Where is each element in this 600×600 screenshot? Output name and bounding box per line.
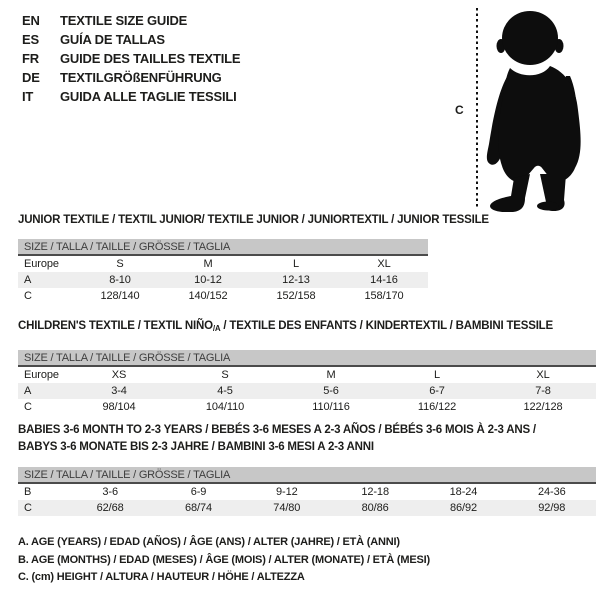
size-cell: XS — [111, 369, 127, 381]
section-title-subscript: /A — [212, 324, 221, 333]
language-row — [22, 68, 240, 87]
size-cell: L — [292, 258, 300, 270]
table-row — [18, 272, 428, 288]
height-measure-line — [476, 8, 478, 209]
size-cell: 68/74 — [184, 502, 212, 514]
size-header-label: SIZE / TALLA / TAILLE / GRÖSSE / TAGLIA — [24, 351, 231, 364]
size-cell: 5-6 — [323, 385, 339, 397]
size-cell: 8-10 — [109, 274, 131, 286]
footnote-a: A. AGE (YEARS) / EDAD (AÑOS) / ÂGE (ANS) / ALTER (JAHRE) / ETÀ (ANNI) — [18, 536, 400, 548]
size-header-bar — [18, 467, 596, 484]
size-cell: 4-5 — [217, 385, 233, 397]
row-label: A — [24, 274, 32, 286]
size-cell: 6-7 — [429, 385, 445, 397]
section-title: JUNIOR TEXTILE / TEXTIL JUNIOR/ TEXTILE JUNIOR / JUNIORTEXTIL / JUNIOR TESSILE — [18, 214, 489, 226]
language-code: DE — [22, 70, 40, 85]
table-row — [18, 288, 428, 304]
language-title: GUÍA DE TALLAS — [60, 32, 165, 47]
size-cell: 92/98 — [538, 502, 566, 514]
size-cell: 80/86 — [361, 502, 389, 514]
size-cell: 18-24 — [449, 486, 478, 498]
language-code: ES — [22, 32, 39, 47]
height-label: C — [455, 103, 464, 117]
row-label: C — [24, 401, 32, 413]
section-title — [18, 319, 596, 336]
table-row — [18, 399, 596, 415]
language-code: IT — [22, 89, 34, 104]
language-row — [22, 11, 240, 30]
size-cell: 24-36 — [537, 486, 566, 498]
size-cell: 3-6 — [102, 486, 118, 498]
size-cell: 128/140 — [100, 290, 140, 302]
size-cell: M — [203, 258, 213, 270]
size-header-bar — [18, 239, 428, 256]
size-cell: 74/80 — [273, 502, 301, 514]
language-code: FR — [22, 51, 39, 66]
language-list — [22, 11, 240, 106]
size-header-bar — [18, 350, 596, 367]
row-label: Europe — [24, 369, 59, 381]
size-cell: 86/92 — [449, 502, 477, 514]
table-row — [18, 383, 596, 399]
childrens-textile-section — [18, 319, 596, 415]
language-title: GUIDA ALLE TAGLIE TESSILI — [60, 89, 237, 104]
size-cell: 12-18 — [361, 486, 389, 498]
size-header-label: SIZE / TALLA / TAILLE / GRÖSSE / TAGLIA — [24, 240, 231, 253]
size-cell: 104/110 — [205, 401, 245, 413]
size-cell: 62/68 — [96, 502, 124, 514]
size-cell: 12-13 — [282, 274, 310, 286]
language-title: GUIDE DES TAILLES TEXTILE — [60, 51, 241, 66]
size-cell: 3-4 — [111, 385, 127, 397]
section-title-line: BABYS 3-6 MONATE BIS 2-3 JAHRE / BAMBINI 3-6 MESI A 2-3 ANNI — [18, 441, 374, 453]
size-cell: L — [433, 369, 441, 381]
language-code: EN — [22, 13, 40, 28]
section-title-line: BABIES 3-6 MONTH TO 2-3 YEARS / BEBÉS 3-6 MESES A 2-3 AÑOS / BÉBÉS 3-6 MOIS À 2-3 ANS / — [18, 424, 536, 436]
size-cell: 158/170 — [364, 290, 404, 302]
language-row — [22, 30, 240, 49]
footnote-c: C. (cm) HEIGHT / ALTURA / HAUTEUR / HÖHE / ALTEZZA — [18, 571, 305, 583]
footnote-b: B. AGE (MONTHS) / EDAD (MESES) / ÂGE (MOIS) / ALTER (MONATE) / ETÀ (MESI) — [18, 553, 430, 566]
size-header-label: SIZE / TALLA / TAILLE / GRÖSSE / TAGLIA — [24, 468, 231, 481]
size-cell: 98/104 — [102, 401, 136, 413]
language-title: TEXTILGRÖßENFÜHRUNG — [60, 70, 222, 85]
size-cell: 10-12 — [194, 274, 222, 286]
table-row — [18, 256, 428, 272]
size-cell: S — [116, 258, 124, 270]
row-label: Europe — [24, 258, 59, 270]
junior-textile-section — [18, 213, 489, 304]
size-cell: M — [326, 369, 336, 381]
row-label: C — [24, 502, 32, 514]
section-title-text: / TEXTILE DES ENFANTS / KINDERTEXTIL / BAMBINI TESSILE — [220, 320, 553, 332]
size-cell: XL — [377, 258, 391, 270]
size-cell: 6-9 — [190, 486, 207, 498]
size-cell: 14-16 — [370, 274, 398, 286]
language-row — [22, 87, 240, 106]
size-cell: 7-8 — [535, 385, 551, 397]
size-cell: XL — [536, 369, 550, 381]
section-title — [18, 422, 596, 456]
row-label: B — [24, 486, 32, 498]
row-label: C — [24, 290, 32, 302]
section-title-text: CHILDREN'S TEXTILE / TEXTIL NIÑO — [18, 320, 213, 332]
baby-height-figure — [448, 4, 600, 216]
language-title: TEXTILE SIZE GUIDE — [60, 13, 188, 28]
size-cell: 110/116 — [312, 401, 350, 413]
size-cell: 116/122 — [417, 401, 457, 413]
language-row — [22, 49, 240, 68]
footnotes — [18, 534, 430, 587]
baby-silhouette-icon — [482, 6, 598, 212]
size-cell: S — [221, 369, 229, 381]
size-cell: 122/128 — [523, 401, 563, 413]
size-cell: 152/158 — [276, 290, 316, 302]
table-row — [18, 500, 596, 516]
table-row — [18, 367, 596, 383]
size-cell: 140/152 — [188, 290, 228, 302]
row-label: A — [24, 385, 32, 397]
babies-textile-section — [18, 422, 596, 516]
size-cell: 9-12 — [276, 486, 298, 498]
table-row — [18, 484, 596, 500]
